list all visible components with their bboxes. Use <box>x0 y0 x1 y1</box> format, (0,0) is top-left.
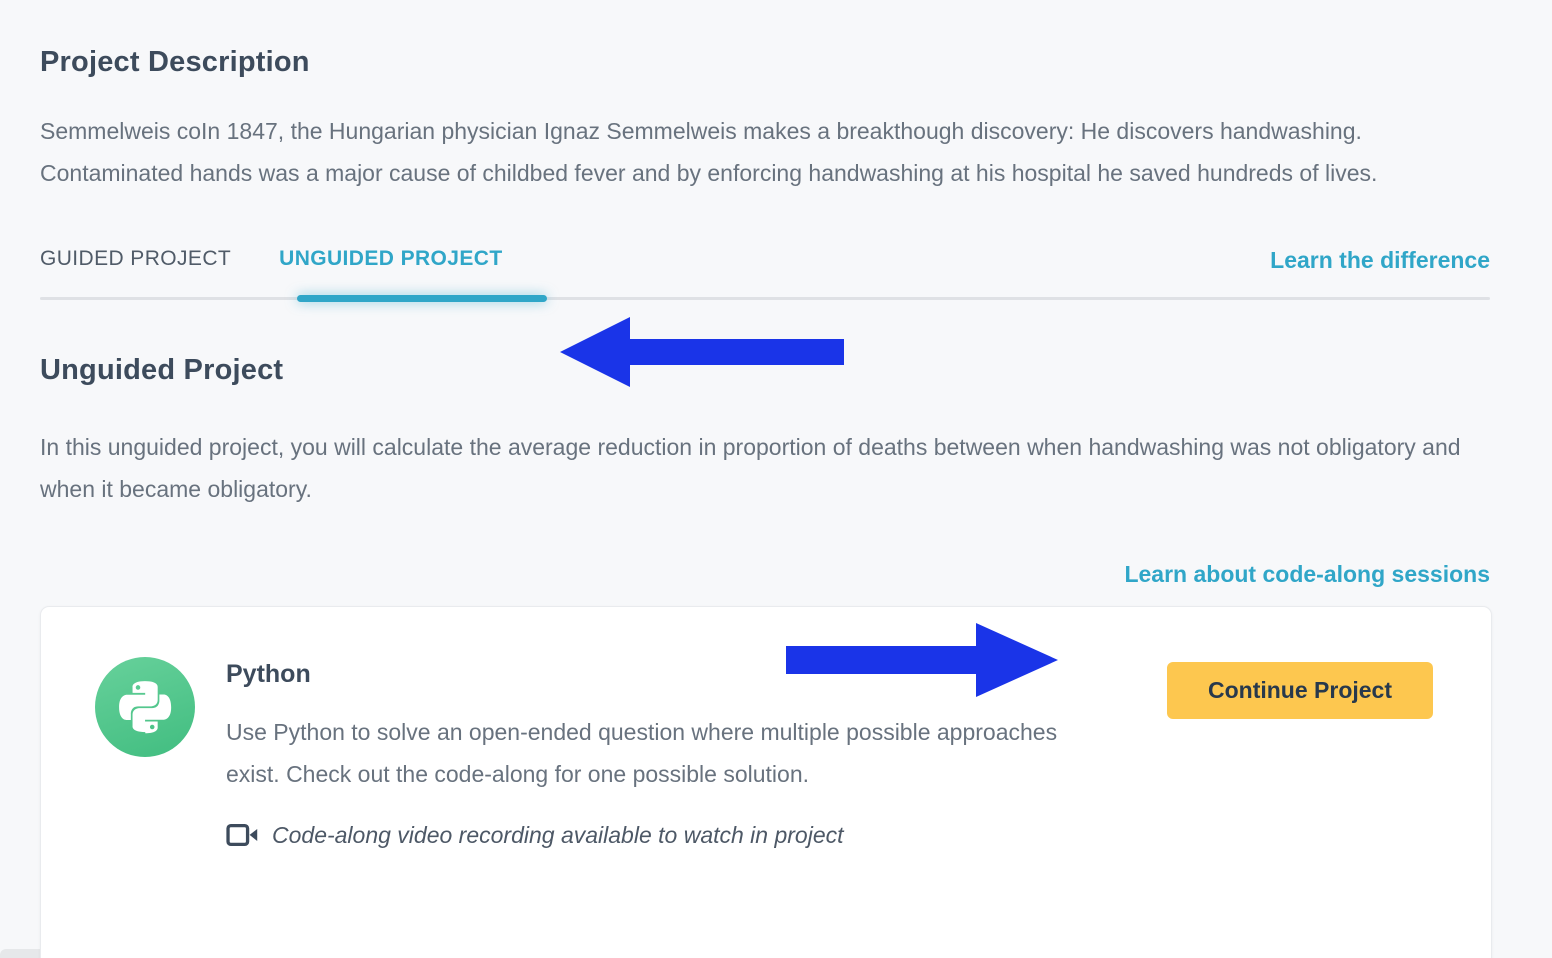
project-description-page <box>0 44 1552 958</box>
video-note-text: Code-along video recording available to watch in project <box>272 822 844 848</box>
card-language-title: Python <box>226 660 311 688</box>
section-title: Unguided Project <box>40 354 284 386</box>
active-tab-underline <box>297 295 547 302</box>
python-project-card <box>40 606 1492 958</box>
project-description-text: Semmelweis coIn 1847, the Hungarian physician Ignaz Semmelweis makes a breakthough discovery: He discovers handwashing. Contaminated hands was a major cause of childbed fever and by enforcing handwashing at his hospital he saved hundreds of lives. <box>40 118 1378 186</box>
left-arrow-annotation-icon <box>560 315 844 394</box>
learn-the-difference-link[interactable]: Learn the difference <box>1270 247 1490 273</box>
code-along-row <box>40 558 1490 590</box>
card-description-text: Use Python to solve an open-ended question where multiple possible approaches exist. Check out the code-along for one possible solution. <box>226 719 1058 787</box>
video-camera-icon <box>226 822 259 848</box>
page-title: Project Description <box>40 46 310 78</box>
project-type-tabs <box>40 244 1490 300</box>
right-arrow-annotation-icon <box>786 621 1058 704</box>
tab-guided-project[interactable]: GUIDED PROJECT <box>40 247 232 270</box>
continue-project-button[interactable]: Continue Project <box>1167 662 1433 719</box>
tabs-divider <box>40 297 1490 300</box>
python-logo-icon <box>95 657 195 757</box>
video-note-row <box>226 819 1066 851</box>
tab-unguided-project[interactable]: UNGUIDED PROJECT <box>279 247 503 270</box>
section-description-text: In this unguided project, you will calculate the average reduction in proportion of deaths between when handwashing was not obligatory and when it became obligatory. <box>40 434 1461 502</box>
learn-code-along-link[interactable]: Learn about code-along sessions <box>1124 561 1490 587</box>
